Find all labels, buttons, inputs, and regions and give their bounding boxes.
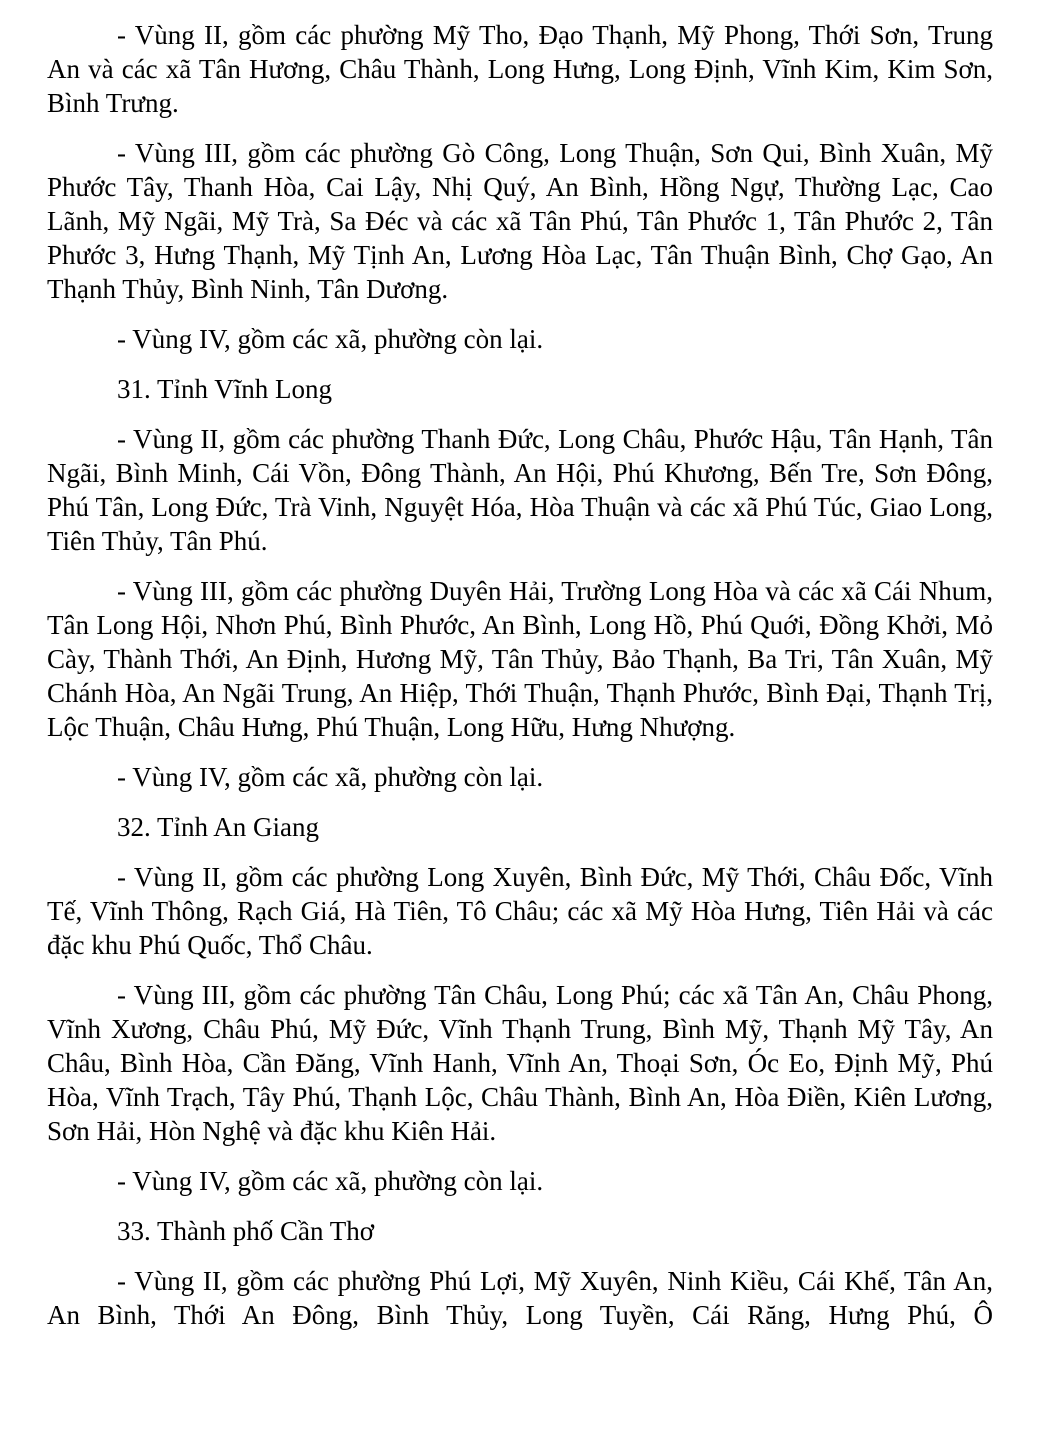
- paragraph-vung-ii: - Vùng II, gồm các phường Thanh Đức, Long Châu, Phước Hậu, Tân Hạnh, Tân Ngãi, Bình Minh, Cái Vồn, Đông Thành, An Hội, Phú Khương, Bến Tre, Sơn Đông, Phú Tân, Long Đức, Trà Vinh, Nguyệt Hóa, Hòa Thuận và các xã Phú Túc, Giao Long, Tiên Thủy, Tân Phú.: [47, 424, 993, 556]
- paragraph-vung-ii: - Vùng II, gồm các phường Mỹ Tho, Đạo Thạnh, Mỹ Phong, Thới Sơn, Trung An và các xã Tân Hương, Châu Thành, Long Hưng, Long Định, Vĩnh Kim, Kim Sơn, Bình Trưng.: [47, 20, 993, 118]
- section-heading-vinh-long: 31. Tỉnh Vĩnh Long: [117, 374, 333, 404]
- paragraph-vung-iii: - Vùng III, gồm các phường Duyên Hải, Trường Long Hòa và các xã Cái Nhum, Tân Long Hội, Nhơn Phú, Bình Phước, An Bình, Long Hồ, Phú Quới, Đồng Khởi, Mỏ Cày, Thành Thới, An Định, Hương Mỹ, Tân Thủy, Bảo Thạnh, Ba Tri, Tân Xuân, Mỹ Chánh Hòa, An Ngãi Trung, An Hiệp, Thới Thuận, Thạnh Phước, Bình Đại, Thạnh Trị, Lộc Thuận, Châu Hưng, Phú Thuận, Long Hữu, Hưng Nhượng.: [47, 576, 993, 742]
- paragraph-vung-iii: - Vùng III, gồm các phường Gò Công, Long Thuận, Sơn Qui, Bình Xuân, Mỹ Phước Tây, Thanh Hòa, Cai Lậy, Nhị Quý, An Bình, Hồng Ngự, Thường Lạc, Cao Lãnh, Mỹ Ngãi, Mỹ Trà, Sa Đéc và các xã Tân Phú, Tân Phước 1, Tân Phước 2, Tân Phước 3, Hưng Thạnh, Mỹ Tịnh An, Lương Hòa Lạc, Tân Thuận Bình, Chợ Gạo, An Thạnh Thủy, Bình Ninh, Tân Dương.: [47, 138, 993, 304]
- paragraph-vung-iv: - Vùng IV, gồm các xã, phường còn lại.: [117, 324, 544, 354]
- paragraph-vung-ii: - Vùng II, gồm các phường Phú Lợi, Mỹ Xuyên, Ninh Kiều, Cái Khế, Tân An, An Bình, Thới An Đông, Bình Thủy, Long Tuyền, Cái Răng, Hưng Phú, Ô: [47, 1266, 993, 1330]
- paragraph-vung-iii: - Vùng III, gồm các phường Tân Châu, Long Phú; các xã Tân An, Châu Phong, Vĩnh Xương, Châu Phú, Mỹ Đức, Vĩnh Thạnh Trung, Bình Mỹ, Thạnh Mỹ Tây, An Châu, Bình Hòa, Cần Đăng, Vĩnh Hanh, Vĩnh An, Thoại Sơn, Óc Eo, Định Mỹ, Phú Hòa, Vĩnh Trạch, Tây Phú, Thạnh Lộc, Châu Thành, Bình An, Hòa Điền, Kiên Lương, Sơn Hải, Hòn Nghệ và đặc khu Kiên Hải.: [47, 980, 993, 1146]
- document-page: [47, 18, 993, 1348]
- section-heading-an-giang: 32. Tỉnh An Giang: [117, 812, 319, 842]
- section-heading-can-tho: 33. Thành phố Cần Thơ: [117, 1216, 375, 1246]
- paragraph-vung-ii: - Vùng II, gồm các phường Long Xuyên, Bình Đức, Mỹ Thới, Châu Đốc, Vĩnh Tế, Vĩnh Thông, Rạch Giá, Hà Tiên, Tô Châu; các xã Mỹ Hòa Hưng, Tiên Hải và các đặc khu Phú Quốc, Thổ Châu.: [47, 862, 993, 960]
- paragraph-vung-iv: - Vùng IV, gồm các xã, phường còn lại.: [117, 762, 544, 792]
- paragraph-vung-iv: - Vùng IV, gồm các xã, phường còn lại.: [117, 1166, 544, 1196]
